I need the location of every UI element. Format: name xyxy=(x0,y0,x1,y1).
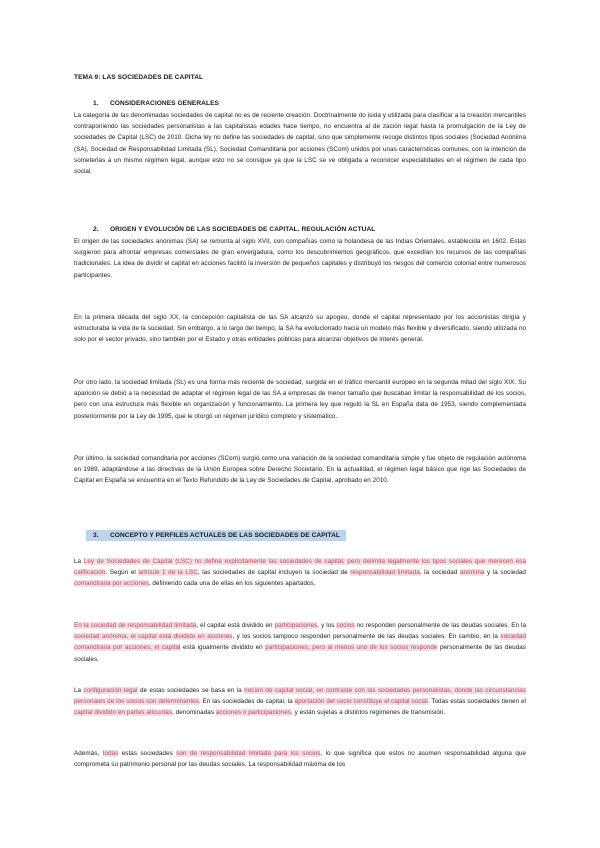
highlighted-text: todas xyxy=(102,750,119,757)
section-3-paragraph-1 xyxy=(74,556,526,590)
highlighted-text: artículo 1 de la LSC xyxy=(138,569,198,577)
text-run: . En las sociedades de capital, la xyxy=(198,698,295,706)
text-run: , las sociedades de capital incluyen la sociedad de xyxy=(197,569,351,577)
highlighted-text: Ley de Sociedades de Capital (LSC) no define explícitamente las sociedades de capital, pero delimita legalmente los tipos sociales que merecen esa calificación xyxy=(74,558,526,577)
highlighted-text: sociedad comanditaria por acciones, el capital xyxy=(74,633,526,652)
highlighted-text: comanditaria por acciones xyxy=(74,580,149,588)
section-1-heading xyxy=(93,100,219,107)
text-run: , y están sujetas a distintos regímenes de transmisión. xyxy=(290,709,446,717)
section-3-heading xyxy=(86,530,346,541)
section-title: CONSIDERACIONES GENERALES xyxy=(110,100,219,107)
highlighted-text: En la sociedad de responsabilidad limitada xyxy=(74,622,197,629)
section-3-paragraph-2 xyxy=(74,620,526,665)
section-2-paragraph-1: El origen de las sociedades anónimas (SA) se remonta al siglo XVII, con compañías como la holandesa de las Indias Orientales, establecida en 1602. Estas surgieron para afrontar empresas comerciales de gran envergadura, como los descubrimientos geográficos, que excedían los recursos de las compañías tradicionales. La idea de dividir el capital en acciones facilitó la inversión de pequeños capitales y distribuyó los riesgos del comercio colonial entre numerosos participantes. xyxy=(74,238,526,279)
text-run: , lo que significa que estos no asumen responsabilidad alguna que comprometa su patrimonio personal por las deudas sociales. La responsabilidad máxima de los xyxy=(74,750,527,769)
section-2-paragraph-3: Por otro lado, la sociedad limitada (SL) es una forma más reciente de sociedad, surgida en el tráfico mercantil europeo en la segunda mitad del siglo XIX. Su aparición se debió a la necesidad de adaptar el régimen legal de las SA a empresas de menor tamaño que buscaban limitar la responsabilidad de los socios, pero con una estructura más flexible en organización y funcionamiento. La primera ley que reguló la SL en España data de 1953, siendo complementada posteriormente por la Ley de 1995, que le otorgó un régimen jurídico completo y sistemático. xyxy=(74,379,526,420)
text-run: de estas sociedades se basa en la xyxy=(137,687,245,694)
highlighted-text: noción de capital social, en contraste con las sociedades personalistas, donde las circunstancias personales de los socios son determinantes xyxy=(74,687,526,706)
highlighted-text: configuración legal xyxy=(83,687,138,694)
section-2-paragraph-4: Por último, la sociedad comanditaria por acciones (SCom) surgió como una variación de la sociedad comanditaria simple y fue objeto de regulación autónoma en 1989, adaptándose a las directivas de la Unión Europea sobre Derecho Societario. En la actualidad, el régimen legal básico que rige las Sociedades de Capital en España se encuentra en el Texto Refundido de la Ley de Sociedades de Capital, aprobado en 2010. xyxy=(74,455,526,485)
section-1-paragraph-1: La categoría de las denominadas sociedades de capital no es de reciente creación. Doctrinalmente do isida y utilizada para clasificar a la creación mercantiles contraponiendo las sociedades personalistas a las capitalistas edades hace tiempo, no encuentra al de zación legal hasta la promulgación de la Ley de sociedades de Capital (LSC) de 2010. Dicha ley no define las sociedades de capital, sino que simplemente recoge distintos tipos sociales (Sociedad Anónima (SA), Sociedad de Responsabilidad Limitada (SL), Sociedad Comanditaria por acciones (SCom) unidos por unas características comunes, con la intención de someterlas a un mismo régimen legal, aunque esto no se consigue ya que la LSC se ve obligada a reconocer especialidades en el régimen de cada tipo social. xyxy=(74,112,526,176)
text-run: , y los xyxy=(317,622,337,629)
section-number: 3. xyxy=(93,532,99,539)
highlighted-text: acciones o participaciones xyxy=(215,709,291,717)
text-run: Además, xyxy=(74,750,103,757)
section-title: ORIGEN Y EVOLUCIÓN DE LAS SOCIEDADES DE CAPITAL. REGULACIÓN ACTUAL xyxy=(110,226,376,233)
highlighted-text: aportación del socio constituye el capital social xyxy=(294,698,428,706)
highlighted-text: responsabilidad limitada xyxy=(350,569,420,577)
section-3-paragraph-4 xyxy=(74,748,526,770)
document-title: TEMA 9: LAS SOCIEDADES DE CAPITAL xyxy=(74,74,204,81)
section-3-paragraph-3 xyxy=(74,685,526,719)
section-2-paragraph-2: En la primera década del siglo XX, la concepción capitalista de las SA alcanzó su apogeo, donde el capital representado por los accionistas dirigía y estructuraba la vida de la sociedad. Sin embargo, a lo largo del tiempo, la SA ha evolucionado hacia un modelo más flexible y diversificado, siendo utilizada no solo por el sector privado, sino también por el Estado y otras entidades públicas para alcanzar objetivos de interés general. xyxy=(74,314,526,344)
highlighted-text: participaciones, pero al menos uno de los socios responde xyxy=(265,644,438,652)
highlighted-text: son de responsabilidad limitada para los socios xyxy=(176,750,321,757)
highlighted-text: participaciones xyxy=(274,622,318,629)
text-run: personalmente de las deudas sociales. xyxy=(74,644,526,663)
text-run: , el capital está dividido en xyxy=(196,622,275,629)
text-run: , y los socios tampoco responden personalmente de las deudas sociales. En cambio, en la xyxy=(232,633,501,641)
section-2-heading xyxy=(93,226,375,233)
highlighted-text: sociedad anónima, el capital está dividido en acciones xyxy=(74,633,233,641)
text-run: . Todas estas sociedades tienen el xyxy=(427,698,527,706)
text-run: no responden personalmente de las deudas sociales. En la xyxy=(354,622,527,629)
text-run: , definiendo cada una de ellas en los siguientes apartados. xyxy=(148,580,316,588)
highlighted-text: capital dividido en partes alícuotas xyxy=(74,709,173,717)
text-run: . Según el xyxy=(105,569,139,577)
section-number: 2. xyxy=(93,226,99,233)
highlighted-text: socios xyxy=(336,622,355,629)
text-run: y la sociedad xyxy=(484,569,526,577)
text-run: La xyxy=(74,558,84,565)
section-number: 1. xyxy=(93,100,99,107)
text-run: , la sociedad xyxy=(419,569,460,577)
text-run: estas sociedades xyxy=(118,750,177,757)
section-title: CONCEPTO Y PERFILES ACTUALES DE LAS SOCIEDADES DE CAPITAL xyxy=(110,532,340,539)
text-run: La xyxy=(74,687,84,694)
text-run: , denominadas xyxy=(172,709,216,717)
highlighted-text: anónima xyxy=(459,569,485,577)
text-run: está igualmente dividido en xyxy=(180,644,266,652)
